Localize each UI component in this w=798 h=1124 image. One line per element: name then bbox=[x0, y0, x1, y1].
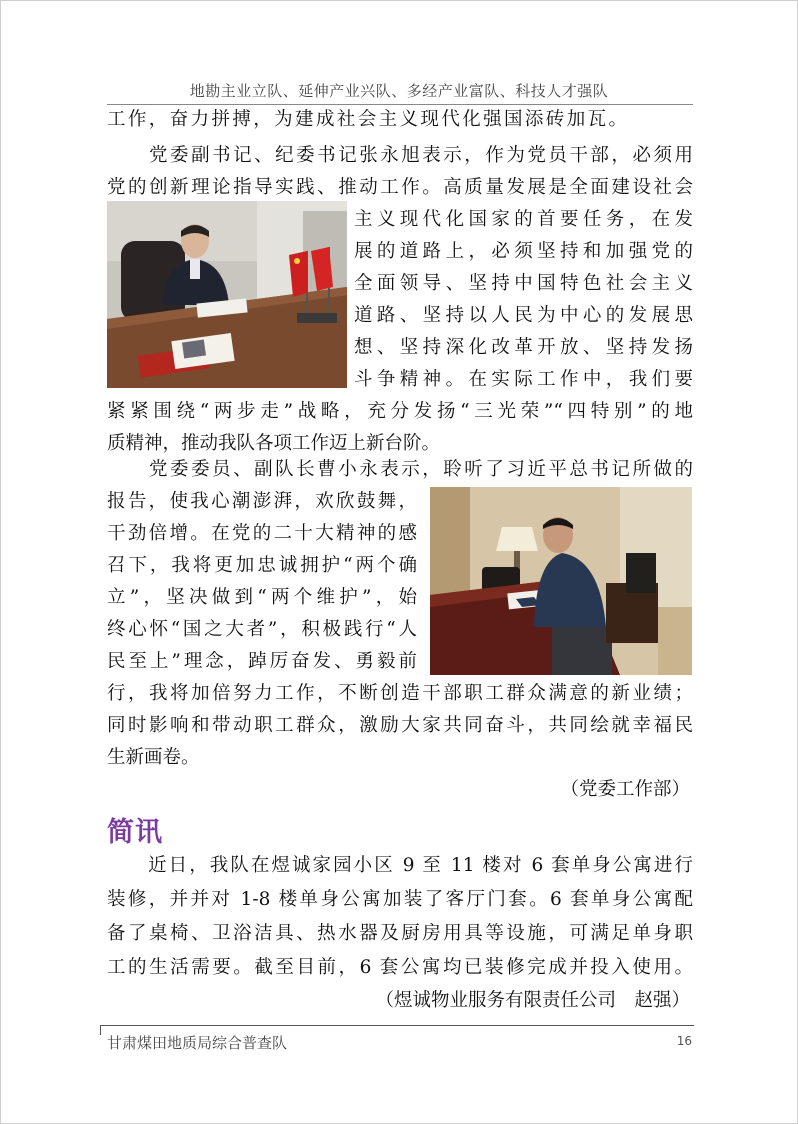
article-line: 党委委员、副队长曹小永表示，聆听了习近平总书记所做的 bbox=[107, 459, 693, 480]
article-line: 党的创新理论指导实践、推动工作。高质量发展是全面建设社会 bbox=[107, 177, 693, 198]
article-line: 立”，坚决做到“两个维护”，始 bbox=[107, 587, 417, 608]
article-line: 召下，我将更加忠诚拥护“两个确 bbox=[107, 555, 417, 576]
photo-secretary-at-desk bbox=[107, 201, 347, 388]
article-line: 斗争精神。在实际工作中，我们要 bbox=[354, 369, 693, 390]
brief-line: 装修，并并对 1-8 楼单身公寓加装了客厅门套。6 套单身公寓配 bbox=[107, 889, 693, 910]
footer-rule bbox=[100, 1025, 694, 1026]
footer-organization: 甘肃煤田地质局综合普查队 bbox=[107, 1034, 288, 1052]
article-line: 生新画卷。 bbox=[107, 747, 200, 768]
article-line: 民至上”理念，踔厉奋发、勇毅前 bbox=[107, 651, 417, 672]
header-slogan: 地勘主业立队、延伸产业兴队、多经产业富队、科技人才强队 bbox=[189, 82, 609, 100]
brief-line: 备了桌椅、卫浴洁具、热水器及厨房用具等设施，可满足单身职 bbox=[107, 923, 693, 944]
article-line: 展的道路上，必须坚持和加强党的 bbox=[354, 241, 693, 262]
article-line: 干劲倍增。在党的二十大精神的感 bbox=[107, 523, 417, 544]
article-line: 全面领导、坚持中国特色社会主义 bbox=[354, 273, 693, 294]
article-line: 行，我将加倍努力工作，不断创造干部职工群众满意的新业绩； bbox=[107, 683, 693, 704]
article-line: 同时影响和带动职工群众，激励大家共同奋斗，共同绘就幸福民 bbox=[107, 715, 693, 736]
article-line: 党委副书记、纪委书记张永旭表示，作为党员干部，必须用 bbox=[107, 145, 693, 166]
article-line: 终心怀“国之大者”，积极践行“人 bbox=[107, 619, 417, 640]
article-line: 报告，使我心潮澎湃，欢欣鼓舞， bbox=[107, 491, 417, 512]
article-line: 想、坚持深化改革开放、坚持发扬 bbox=[354, 337, 693, 358]
brief-line: 工的生活需要。截至目前，6 套公寓均已装修完成并投入使用。 bbox=[107, 957, 693, 978]
article-line: 道路、坚持以人民为中心的发展思 bbox=[354, 305, 693, 326]
article-line: 工作，奋力拼搏，为建成社会主义现代化强国添砖加瓦。 bbox=[107, 109, 627, 130]
brief-byline: （煜诚物业服务有限责任公司 赵强） bbox=[375, 990, 690, 1011]
page-number: 16 bbox=[676, 1034, 692, 1048]
article-line: 紧紧围绕“两步走”战略，充分发扬“三光荣”“四特别”的地 bbox=[107, 401, 693, 422]
brief-line: 近日，我队在煜诚家园小区 9 至 11 楼对 6 套单身公寓进行 bbox=[107, 855, 693, 876]
photo-deputy-writing bbox=[430, 487, 692, 675]
article-byline: （党委工作部） bbox=[560, 779, 690, 800]
article-line: 主义现代化国家的首要任务，在发 bbox=[354, 209, 693, 230]
footer-rule-tick bbox=[100, 1025, 101, 1035]
article-line: 质精神，推动我队各项工作迈上新台阶。 bbox=[107, 433, 441, 454]
brief-title: 简讯 bbox=[107, 817, 163, 848]
